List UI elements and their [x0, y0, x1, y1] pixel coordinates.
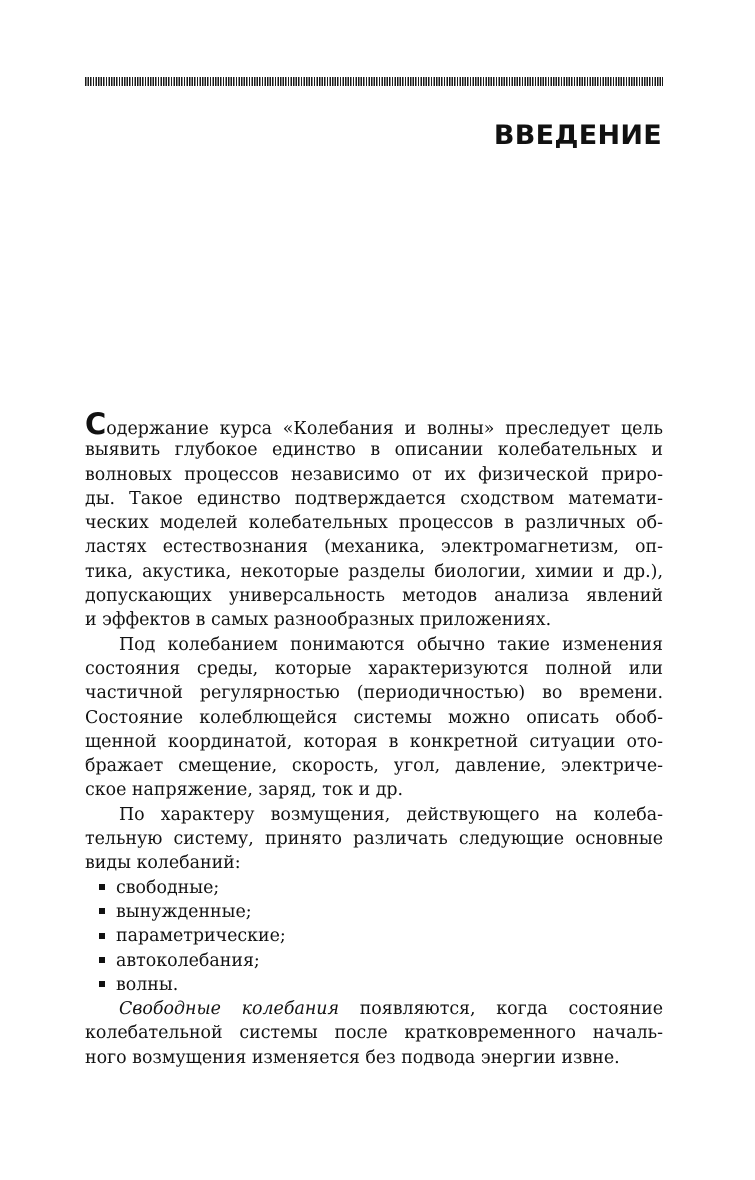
bullet-icon	[99, 981, 105, 987]
bullet-icon	[99, 908, 105, 914]
chapter-title: ВВЕДЕНИЕ	[493, 120, 662, 151]
text-line: виды колебаний:	[85, 853, 241, 874]
text-line: тика, акустика, некоторые разделы биологии, химии и др.),	[85, 561, 663, 582]
text-line: Содержание курса «Колебания и волны» преследует цель	[85, 407, 663, 441]
emphasized-term: Свободные колебания	[119, 999, 339, 1020]
paragraph-intro	[85, 407, 663, 633]
text-line: ного возмущения изменяется без подвода энергии извне.	[85, 1047, 620, 1068]
drop-initial: С	[85, 407, 107, 441]
text-line: бражает смещение, скорость, угол, давление, электриче-	[85, 756, 663, 777]
text-line: ластях естествознания (механика, электромагнетизм, оп-	[85, 537, 663, 558]
oscillation-types-list	[85, 876, 663, 997]
text-line: и эффектов в самых разнообразных приложениях.	[85, 610, 552, 631]
text-line: ское напряжение, заряд, ток и др.	[85, 780, 404, 801]
text-line: Под колебанием понимаются обычно такие изменения	[119, 634, 663, 655]
list-item: параметрические;	[85, 924, 663, 948]
text-line: Свободные колебания появляются, когда состояние	[119, 999, 663, 1020]
text-line: ды. Такое единство подтверждается сходством математи-	[85, 488, 663, 509]
paragraph-oscillation-definition	[85, 633, 663, 803]
bullet-icon	[99, 884, 105, 890]
text-line: состояния среды, которые характеризуются полной или	[85, 658, 663, 679]
paragraph-free-oscillations	[85, 997, 663, 1070]
text-line: колебательной системы после кратковременного началь-	[85, 1023, 663, 1044]
list-item: волны.	[85, 973, 663, 997]
bullet-icon	[99, 957, 105, 963]
text-line: По характеру возмущения, действующего на колеба-	[119, 804, 663, 825]
text-line: частичной регулярностью (периодичностью) во времени.	[85, 683, 663, 704]
text-line: тельную систему, принято различать следующие основные	[85, 829, 663, 850]
body-text	[85, 407, 663, 1070]
text-line: Состояние колеблющейся системы можно описать обоб-	[85, 707, 663, 728]
decorative-rule	[85, 77, 663, 86]
bullet-icon	[99, 933, 105, 939]
list-item: автоколебания;	[85, 949, 663, 973]
list-item: свободные;	[85, 876, 663, 900]
text-line: допускающих универсальность методов анализа явлений	[85, 586, 663, 607]
text-line: ческих моделей колебательных процессов в различных об-	[85, 513, 663, 534]
text-line: щенной координатой, которая в конкретной ситуации ото-	[85, 731, 663, 752]
text-line: волновых процессов независимо от их физической приро-	[85, 464, 663, 485]
list-item: вынужденные;	[85, 900, 663, 924]
text-line: выявить глубокое единство в описании колебательных и	[85, 440, 663, 461]
paragraph-types-intro	[85, 803, 663, 876]
